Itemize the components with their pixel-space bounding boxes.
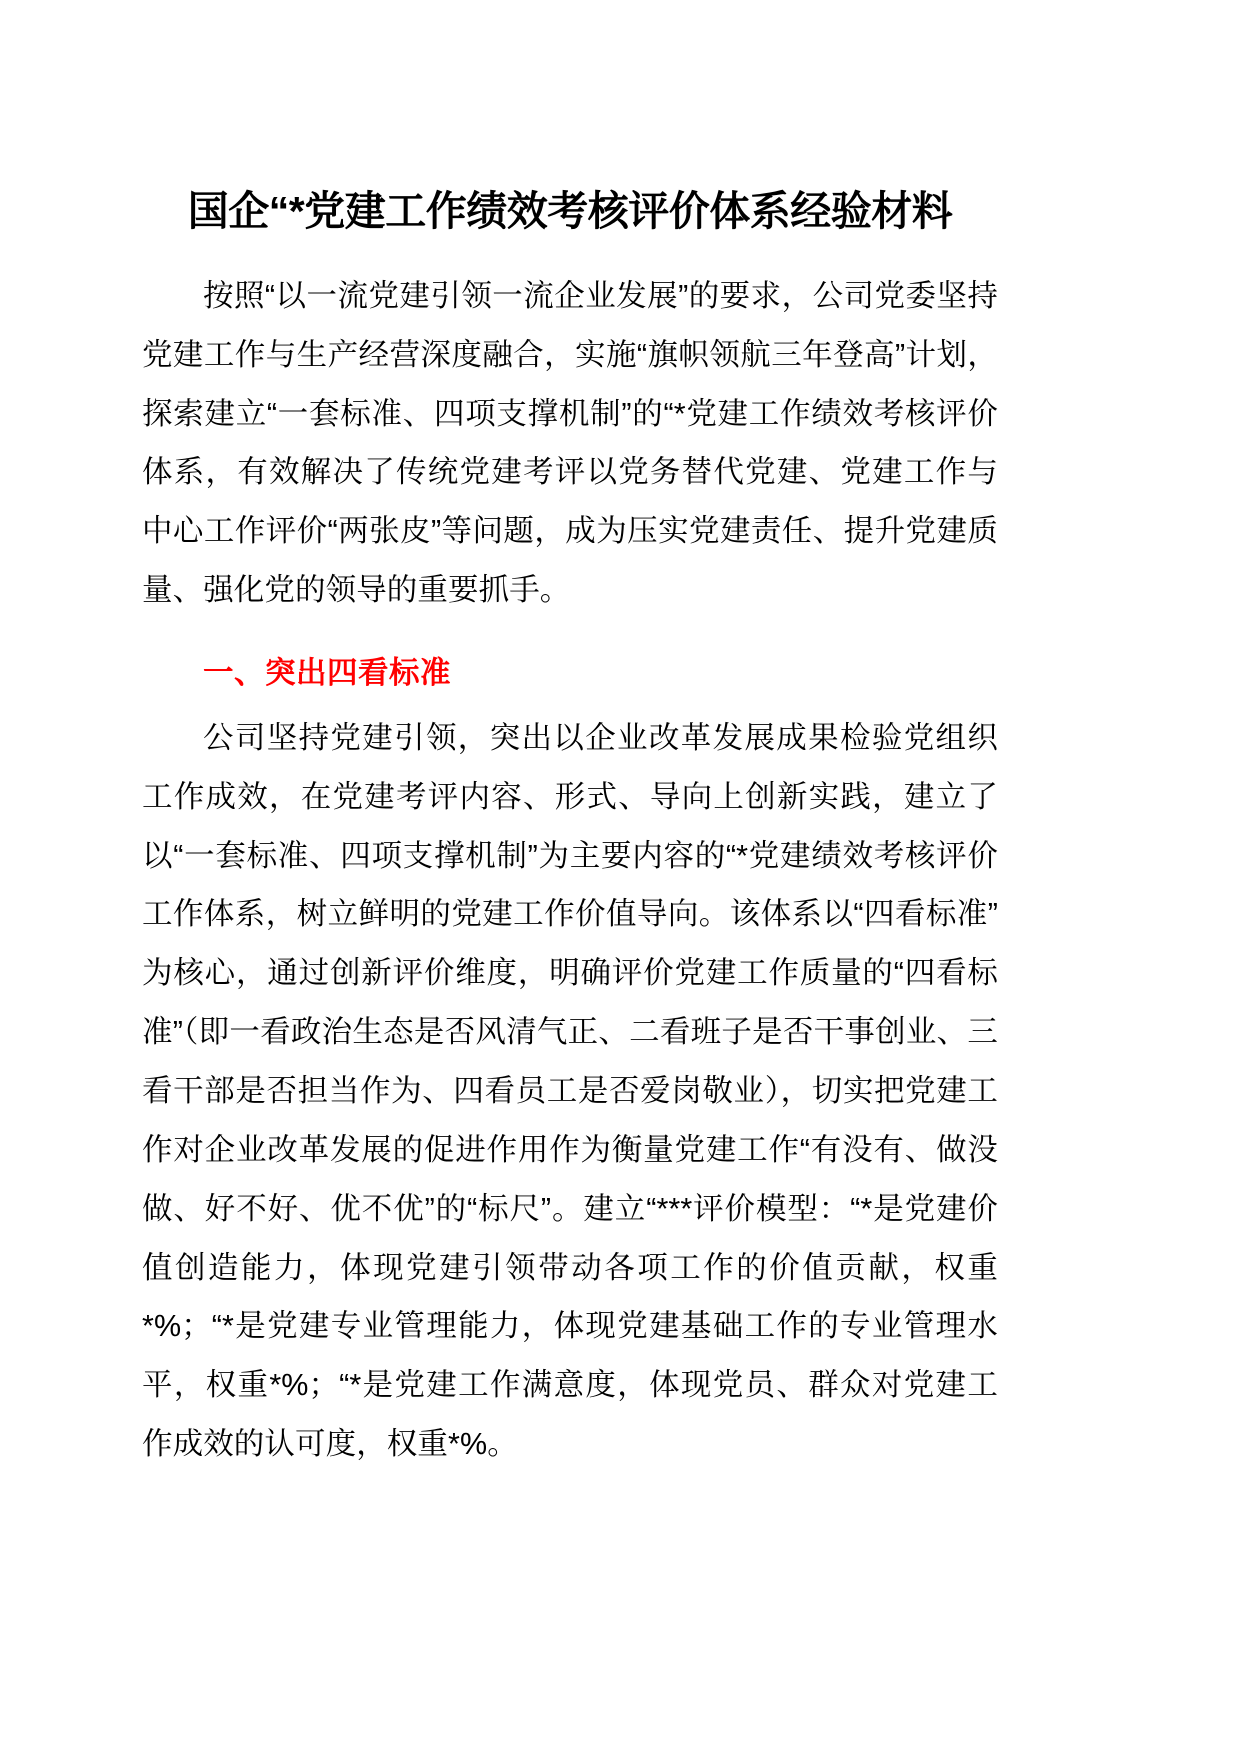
page-title: 国企“*党建工作绩效考核评价体系经验材料 [187,188,953,234]
intro-paragraph: 按照“以一流党建引领一流企业发展”的要求，公司党委坚持党建工作与生产经营深度融合，实施“旗帜领航三年登高”计划，探索建立“一套标准、四项支撑机制”的“*党建工作绩效考核评价体系，有效解决了传统党建考评以党务替代党建、党建工作与中心工作评价“两张皮”等问题，成为压实党建责任、提升党建质量、强化党的领导的重要抓手。 [142,278,998,608]
section-heading-one: 一、突出四看标准 [203,655,451,690]
paragraph-spacer [142,624,998,638]
section-one-body: 公司坚持党建引领，突出以企业改革发展成果检验党组织工作成效，在党建考评内容、形式、导向上创新实践，建立了以“一套标准、四项支撑机制”为主要内容的“*党建绩效考核评价工作体系，树立鲜明的党建工作价值导向。该体系以“四看标准”为核心，通过创新评价维度，明确评价党建工作质量的“四看标准”（即一看政治生态是否风清气正、二看班子是否干事创业、三看干部是否担当作为、四看员工是否爱岗敬业），切实把党建工作对企业改革发展的促进作用作为衡量党建工作“有没有、做没做、好不好、优不优”的“标尺”。建立“***评价模型：“*是党建价值创造能力，体现党建引领带动各项工作的价值贡献，权重*%；“*是党建专业管理能力，体现党建基础工作的专业管理水平，权重*%；“*是党建工作满意度，体现党员、群众对党建工作成效的认可度，权重*%。 [142,720,998,1462]
document-content [142,186,998,1478]
